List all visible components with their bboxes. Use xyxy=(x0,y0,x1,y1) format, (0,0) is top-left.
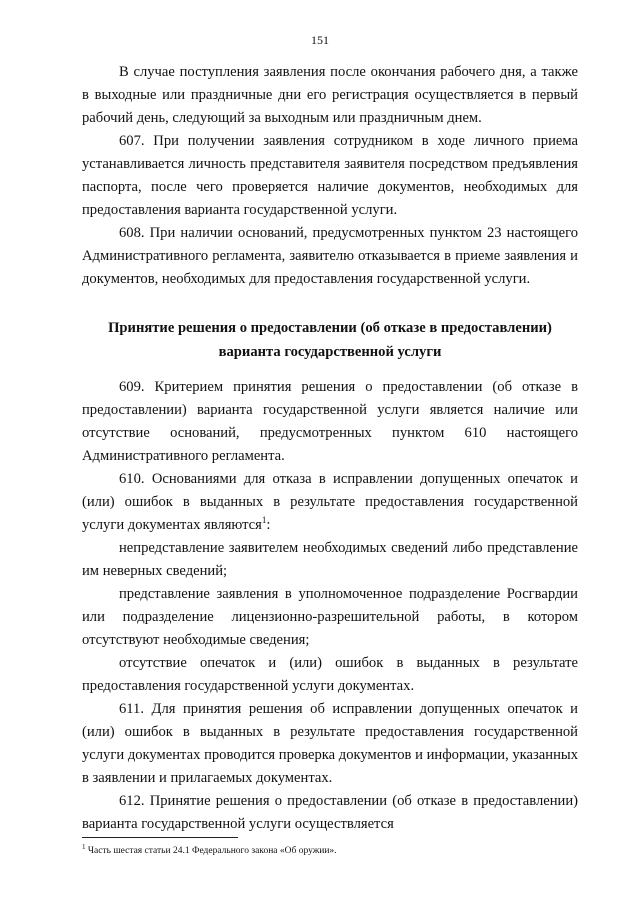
paragraph-610 xyxy=(82,468,578,537)
footnote-divider xyxy=(82,837,238,838)
paragraph-611: 611. Для принятия решения об исправлении допущенных опечаток и (или) ошибок в выданных в результате предоставления государственной услуги документах проводится проверка документов и информации, указанных в заявлении и прилагаемых документах. xyxy=(82,701,578,786)
paragraph-registration: В случае поступления заявления после окончания рабочего дня, а также в выходные или праздничные дни его регистрация осуществляется в первый рабочий день, следующий за выходным или праздничным днем. xyxy=(82,64,578,126)
text-block-main xyxy=(82,376,578,836)
footnote-text: Часть шестая статьи 24.1 Федерального закона «Об оружии». xyxy=(85,846,337,856)
footnote-reference: 1 xyxy=(261,515,267,526)
page-number: 151 xyxy=(311,33,329,47)
list-item-2: представление заявления в уполномоченное подразделение Росгвардии или подразделение лицензионно-разрешительной работы, в котором отсутствуют необходимые сведения; xyxy=(82,586,578,648)
heading-line-1: Принятие решения о предоставлении (об отказе в предоставлении) xyxy=(108,320,552,336)
footnote xyxy=(82,842,578,856)
paragraph-612: 612. Принятие решения о предоставлении (об отказе в предоставлении) варианта государственной услуги осуществляется xyxy=(82,793,578,832)
list-item-3: отсутствие опечаток и (или) ошибок в выданных в результате предоставления государственной услуги документах. xyxy=(82,655,578,694)
text-block-top xyxy=(82,61,578,291)
footnote-mark: 1 xyxy=(82,842,86,851)
paragraph-609: 609. Критерием принятия решения о предоставлении (об отказе в предоставлении) варианта государственной услуги является наличие или отсутствие оснований, предусмотренных пунктом 610 настоящего Административного регламента. xyxy=(82,379,578,464)
paragraph-608: 608. При наличии оснований, предусмотренных пунктом 23 настоящего Административного регламента, заявителю отказывается в приеме заявления и документов, необходимых для предоставления государственной услуги. xyxy=(82,225,578,287)
list-item-1: непредставление заявителем необходимых сведений либо представление им неверных сведений; xyxy=(82,540,578,579)
paragraph-610-colon: : xyxy=(266,517,271,533)
section-heading xyxy=(82,316,578,364)
heading-line-2: варианта государственной услуги xyxy=(218,344,442,360)
paragraph-610-text: 610. Основаниями для отказа в исправлении допущенных опечаток и (или) ошибок в выданных в результате предоставления государственной услуги документах являются xyxy=(82,471,578,533)
paragraph-607: 607. При получении заявления сотрудником в ходе личного приема устанавливается личность представителя заявителя посредством предъявления паспорта, после чего проверяется наличие документов, необходимых для предоставления варианта государственной услуги. xyxy=(82,133,578,218)
